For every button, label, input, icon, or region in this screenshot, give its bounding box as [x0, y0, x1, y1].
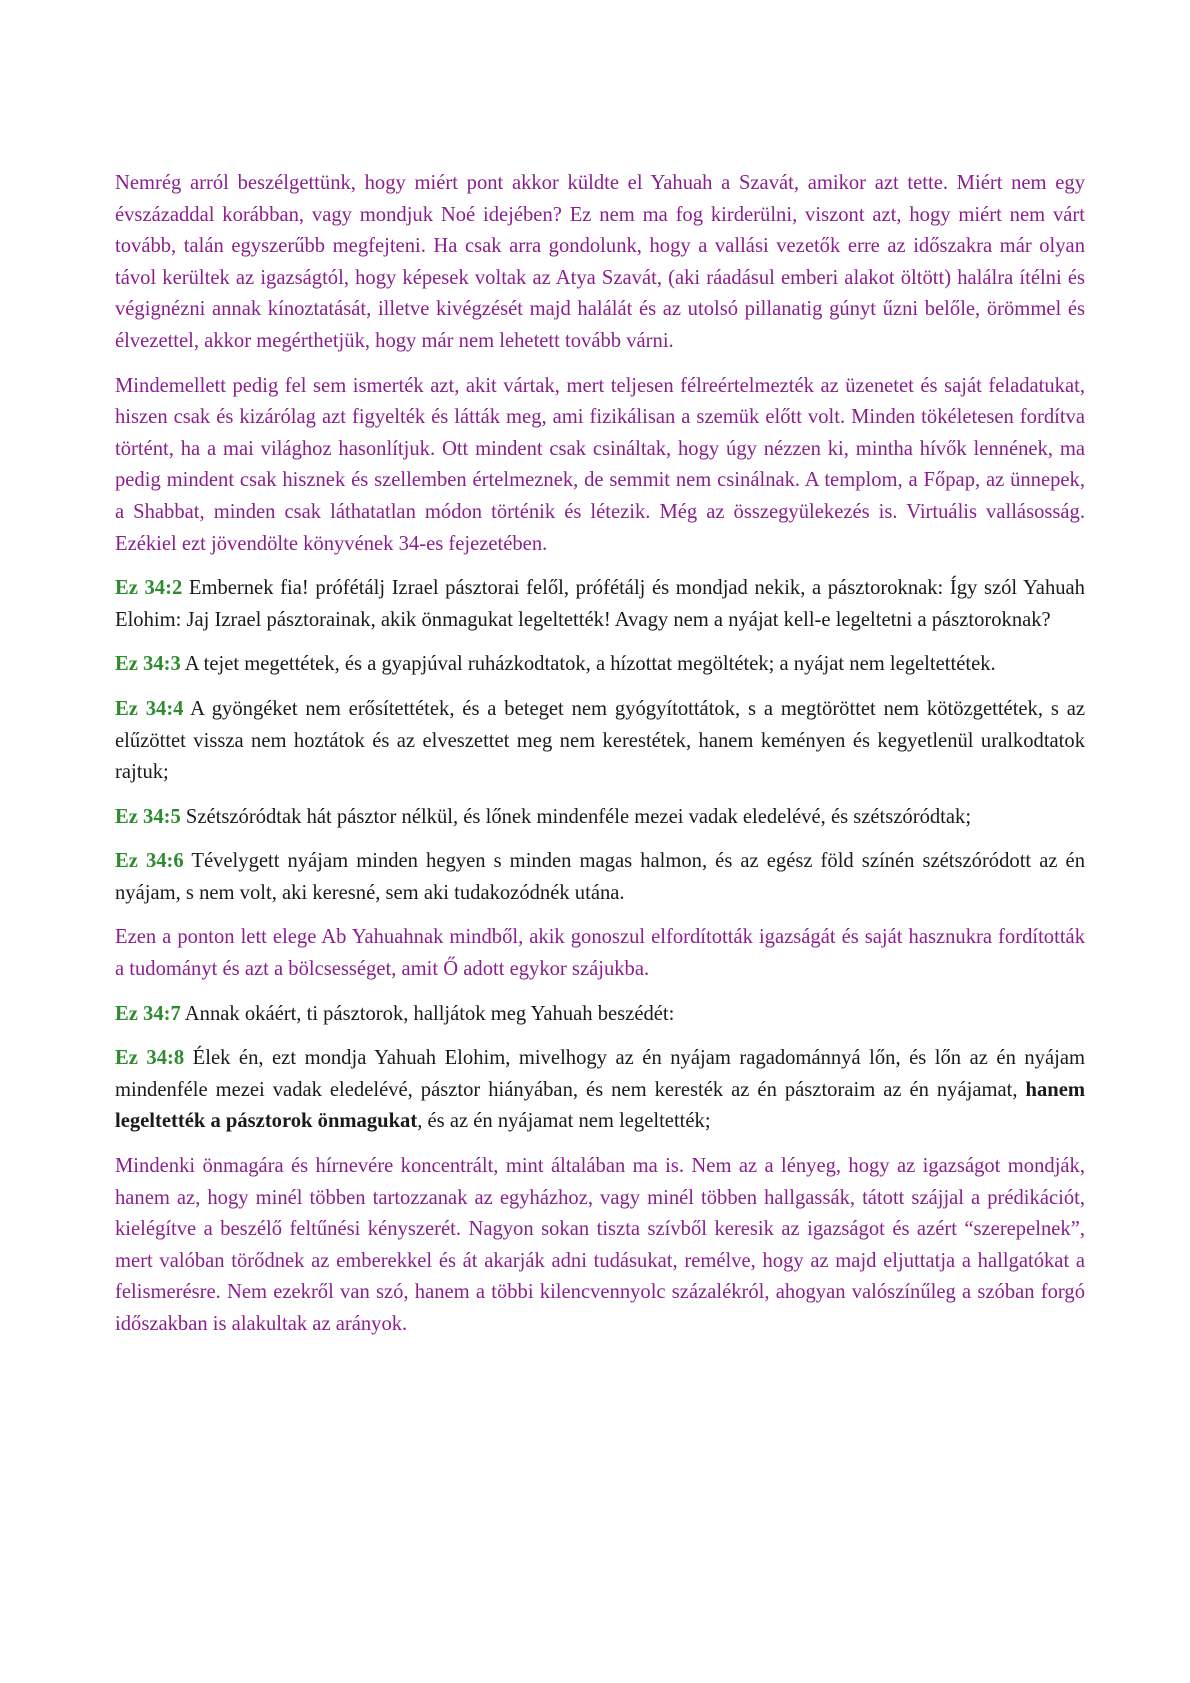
verse-text: Szétszóródtak hát pásztor nélkül, és lőnek mindenféle mezei vadak eledelévé, és szétszóródtak; — [180, 805, 972, 828]
verse-reference: Ez 34:7 — [115, 1002, 181, 1025]
verse-reference: Ez 34:8 — [115, 1047, 185, 1070]
commentary-paragraph: Nemrég arról beszélgettünk, hogy miért pont akkor küldte el Yahuah a Szavát, amikor azt tette. Miért nem egy évszázaddal korábban, vagy mondjuk Noé idejében? Ez nem ma fog kirderülni, viszont azt, hogy miért nem várt tovább, talán egyszerűbb megfejteni. Ha csak arra gondolunk, hogy a vallási vezetők erre az időszakra már olyan távol kerültek az igazságtól, hogy képesek voltak az Atya Szavát, (aki ráadásul emberi alakot öltött) halálra ítélni és végignézni annak kínoztatását, illetve kivégzését majd halálát és az utolsó pillanatig gúnyt űzni belőle, örömmel és élvezettel, akkor megérthetjük, hogy már nem lehetett tovább várni. — [115, 172, 1085, 352]
verse-reference: Ez 34:4 — [115, 697, 184, 720]
verse-paragraph — [115, 573, 1085, 636]
verse-reference: Ez 34:6 — [115, 850, 184, 873]
commentary-paragraph: Ezen a ponton lett elege Ab Yahuahnak mindből, akik gonoszul elfordították igazságát és saját hasznukra fordították a tudományt és azt a bölcsességet, amit Ő adott egykor szájukba. — [115, 926, 1085, 981]
verse-text: A tejet megettétek, és a gyapjúval ruházkodtatok, a hízottat megöltétek; a nyájat nem legeltettétek. — [180, 653, 996, 676]
verse-text: Élek én, ezt mondja Yahuah Elohim, mivelhogy az én nyájam ragadománnyá lőn, és lőn az én nyájam mindenféle mezei vadak eledelévé, pásztor hiányában, és nem keresték az én pásztoraim az én nyájamat, — [115, 1047, 1086, 1101]
verse-text: Annak okáért, ti pásztorok, halljátok meg Yahuah beszédét: — [180, 1002, 675, 1025]
verse-paragraph — [115, 999, 1085, 1031]
verse-emphasis: hanem legeltették a pásztorok önmagukat — [115, 1078, 1085, 1133]
commentary-paragraph: Mindemellett pedig fel sem ismerték azt, akit vártak, mert teljesen félreértelmezték az üzenetet és saját feladatukat, hiszen csak és kizárólag azt figyelték és látták meg, ami fizikálisan a szemük előtt volt. Minden tökéletesen fordítva történt, ha a mai világhoz hasonlítjuk. Ott mindent csak csináltak, hogy úgy nézzen ki, mintha hívők lennének, ma pedig mindent csak hisznek és szellemben értelmeznek, de semmit nem csinálnak. A templom, a Főpap, az ünnepek, a Shabbat, minden csak láthatatlan módon történik és létezik. Még az összegyülekezés is. Virtuális vallásosság. Ezékiel ezt jövendölte könyvének 34-es fejezetében. — [115, 374, 1085, 555]
verse-text: Embernek fia! prófétálj Izrael pásztorai felől, prófétálj és mondjad nekik, a pásztoroknak: Így szól Yahuah Elohim: Jaj Izrael pásztorainak, akik önmagukat legeltették! Avagy nem a nyájat kell-e legeltetni a pásztoroknak? — [115, 577, 1085, 631]
verse-reference: Ez 34:3 — [115, 653, 181, 676]
verse-reference: Ez 34:5 — [115, 805, 181, 828]
verse-paragraph — [115, 649, 1085, 681]
page-content — [115, 168, 1085, 1354]
verse-text: A gyöngéket nem erősítettétek, és a beteget nem gyógyítottátok, s a megtöröttet nem kötözgettétek, s az elűzöttet vissza nem hoztátok és az elveszettet meg nem kerestétek, hanem keményen és kegyetlenül uralkodtatok rajtuk; — [115, 697, 1085, 784]
verse-paragraph — [115, 802, 1085, 834]
verse-text: , és az én nyájamat nem legeltették; — [417, 1110, 711, 1133]
verse-paragraph — [115, 846, 1085, 909]
verse-reference: Ez 34:2 — [115, 577, 183, 600]
verse-text: Tévelygett nyájam minden hegyen s minden magas halmon, és az egész föld színén szétszóródott az én nyájam, s nem volt, aki keresné, sem aki tudakozódnék utána. — [115, 850, 1085, 904]
verse-paragraph — [115, 1043, 1085, 1138]
verse-paragraph — [115, 694, 1085, 789]
commentary-paragraph: Mindenki önmagára és hírnevére koncentrált, mint általában ma is. Nem az a lényeg, hogy az igazságot mondják, hanem az, hogy minél többen tartozzanak az egyházhoz, vagy minél többen hallgassák, tátott szájjal a prédikációt, kielégítve a beszélő feltűnési kényszerét. Nagyon sokan tiszta szívből keresik az igazságot és azért “szerepelnek”, mert valóban törődnek az emberekkel és át akarják adni tudásukat, remélve, hogy az majd eljuttatja a hallgatókat a felismerésre. Nem ezekről van szó, hanem a többi kilencvennyolc százalékról, ahogyan valószínűleg a szóban forgó időszakban is alakultak az arányok. — [115, 1155, 1085, 1335]
